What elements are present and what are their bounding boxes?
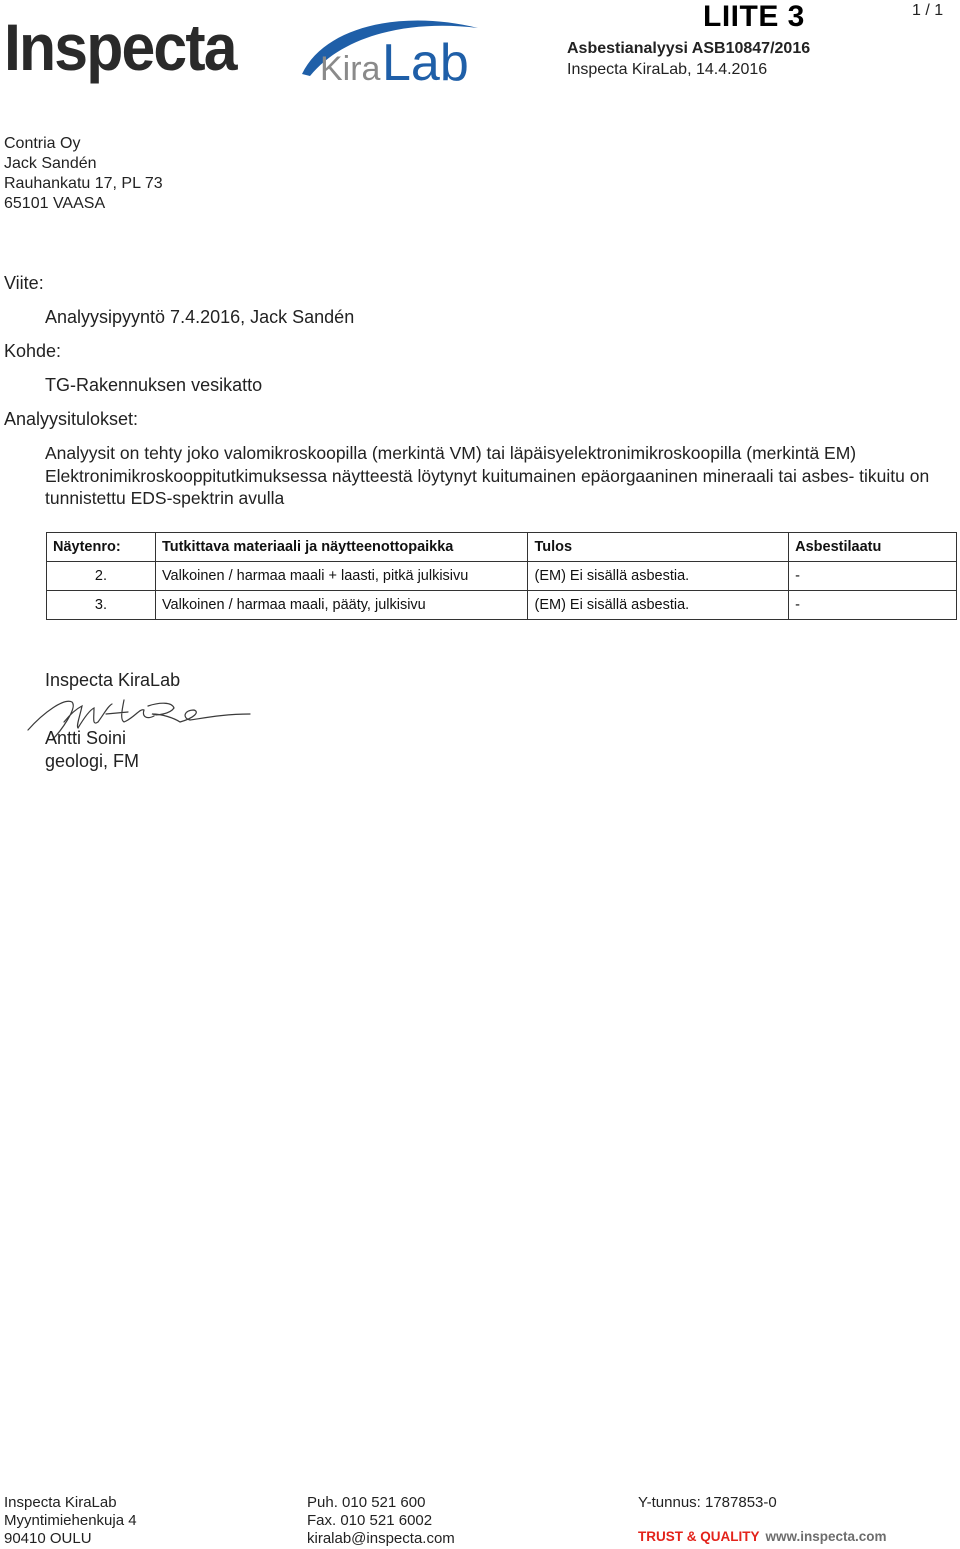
asbestos-type: -	[789, 562, 957, 591]
target-label: Kohde:	[4, 341, 62, 361]
recipient-line: Jack Sandén	[4, 155, 97, 172]
recipient-address	[4, 134, 163, 214]
column-header: Tutkittava materiaali ja näytteenottopaikka	[155, 533, 528, 562]
trust-slogan: TRUST & QUALITY	[638, 1529, 760, 1544]
footer-business-id: Y-tunnus: 1787853-0	[638, 1494, 777, 1511]
column-header: Näytenro:	[47, 533, 156, 562]
footer-email: kiralab@inspecta.com	[307, 1530, 455, 1547]
table-row	[47, 562, 957, 591]
table-row	[47, 591, 957, 620]
sample-result: (EM) Ei sisällä asbestia.	[528, 562, 789, 591]
sample-number: 2.	[47, 562, 156, 591]
sample-result: (EM) Ei sisällä asbestia.	[528, 591, 789, 620]
footer-phone: Puh. 010 521 600	[307, 1494, 426, 1511]
column-header: Asbestilaatu	[789, 533, 957, 562]
footer-contact	[307, 1494, 455, 1548]
kiralab-logo	[296, 14, 492, 88]
website-link[interactable]: www.inspecta.com	[765, 1529, 887, 1544]
trust-quality-logo	[638, 1529, 887, 1544]
signature-organization: Inspecta KiraLab	[45, 670, 181, 690]
report-subtitle: Inspecta KiraLab, 14.4.2016	[567, 61, 768, 78]
page-number: 1 / 1	[912, 2, 944, 19]
footer-line: 90410 OULU	[4, 1530, 92, 1547]
kiralab-logo-part1: Kira	[320, 50, 381, 88]
report-title: Asbestianalyysi ASB10847/2016	[567, 40, 811, 57]
recipient-line: Rauhankatu 17, PL 73	[4, 175, 163, 192]
target-value: TG-Rakennuksen vesikatto	[45, 375, 263, 395]
results-table	[46, 532, 957, 620]
sample-number: 3.	[47, 591, 156, 620]
appendix-label: LIITE 3	[703, 0, 805, 33]
inspecta-logo: Inspecta	[4, 10, 236, 84]
recipient-line: 65101 VAASA	[4, 195, 106, 212]
recipient-line: Contria Oy	[4, 135, 81, 152]
reference-label: Viite:	[4, 273, 44, 293]
sample-material: Valkoinen / harmaa maali, pääty, julkisivu	[155, 591, 528, 620]
results-label: Analyysitulokset:	[4, 409, 139, 429]
footer-line: Myyntimiehenkuja 4	[4, 1512, 137, 1529]
kiralab-logo-part2: Lab	[382, 34, 469, 88]
signer-title: geologi, FM	[45, 751, 140, 771]
table-header-row	[47, 533, 957, 562]
footer-address	[4, 1494, 137, 1548]
footer-line: Inspecta KiraLab	[4, 1494, 117, 1511]
results-description: Analyysit on tehty joko valomikroskoopilla (merkintä VM) tai läpäisyelektronimikroskoopilla (merkintä EM) Elektronimikroskooppitutkimuksessa näytteestä löytynyt kuitumainen epäorgaaninen mineraali tai asbes- tikuitu on tunnistettu EDS-spektrin avulla	[45, 443, 930, 508]
asbestos-type: -	[789, 591, 957, 620]
column-header: Tulos	[528, 533, 789, 562]
signer-name: Antti Soini	[45, 728, 127, 748]
footer-fax: Fax. 010 521 6002	[307, 1512, 433, 1529]
reference-value: Analyysipyyntö 7.4.2016, Jack Sandén	[45, 307, 355, 327]
sample-material: Valkoinen / harmaa maali + laasti, pitkä julkisivu	[155, 562, 528, 591]
